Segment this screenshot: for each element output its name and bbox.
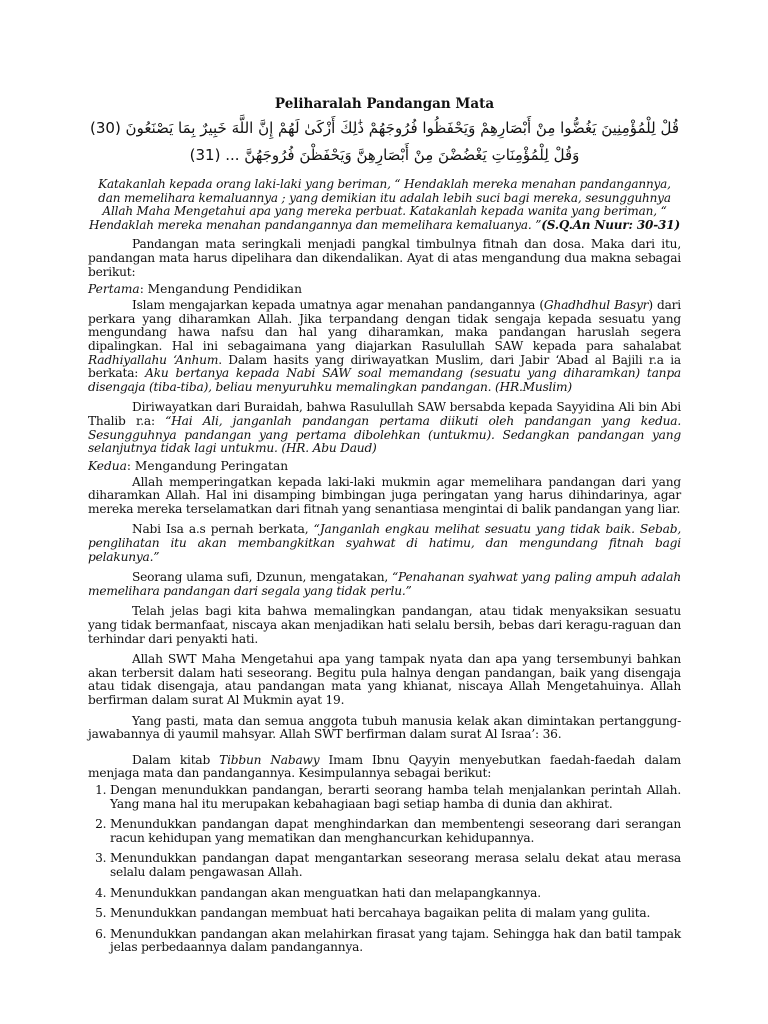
list-item: 1. Dengan menundukkan pandangan, berarti seorang hamba telah menjalankan perintah Allah. Yang mana hal itu merupakan kebahagiaan bagi setiap hamba di dunia dan akhirat. [110,784,681,811]
hadith-quote: “Hai Ali, janganlah pandangan pertama diikuti oleh pandangan yang kedua. Sesungguhnya pandangan yang pertama dibolehkan (untukmu). Sedangkan pandangan yang selanjutnya tidak lagi untukmu. (HR. Abu Daud) [88,413,682,456]
list-item: 5. Menundukkan pandangan membuat hati bercahaya bagaikan pelita di malam yang gulita. [110,907,681,921]
paragraph [88,523,681,564]
section-heading-rest: : Mengandung Peringatan [126,458,289,473]
page-title: Peliharalah Pandangan Mata [274,96,495,112]
verse-translation [88,178,681,232]
arabic-verse: قُلْ لِلْمُؤْمِنِينَ يَغُضُّوا مِنْ أَبْصَارِهِمْ وَيَحْفَظُوا فُرُوجَهُمْ ذَٰلِكَ أَزْكَىٰ لَهُمْ إِنَّ اللَّهَ خَبِيرٌ بِمَا يَصْنَعُونَ (30) وَقُلْ لِلْمُؤْمِنَاتِ يَغْضُضْنَ مِنْ أَبْصَارِهِنَّ وَيَحْفَظْنَ فُرُوجَهُنَّ ... (31) [89,119,679,164]
list-item: 3. Menundukkan pandangan dapat mengantarkan seseorang merasa selalu dekat atau merasa selalu dalam pengawasan Allah. [110,852,681,879]
list-item: 6. Menundukkan pandangan akan melahirkan firasat yang tajam. Sehingga hak dan batil tampak jelas perbedaannya dalam pandangannya. [110,928,681,955]
text-run: Diriwayatkan dari Buraidah, bahwa Rasulullah SAW bersabda kepada Sayyidina Ali bin Abi Thalib r.a: [88,400,681,428]
text-run: Imam Ibnu Qayyin menyebutkan faedah-faedah dalam menjaga mata dan pandangannya. Kesimpulannya sebagai berikut: [88,752,681,781]
text-run: Nabi Isa a.s pernah berkata, [132,522,314,537]
paragraph: Allah SWT Maha Mengetahui apa yang tampak nyata dan apa yang tersembunyi bahkan akan terbersit dalam hati seseorang. Begitu pula halnya dengan pandangan, baik yang disengaja atau tidak disengaja, atau pandangan mata yang khianat, niscaya Allah Mengetahuinya. Allah berfirman dalam surat Al Mukmin ayat 19. [88,652,681,707]
paragraph [88,401,681,455]
text-run: Seorang ulama sufi, Dzunun, mengatakan, [132,570,393,585]
term-italic: Radhiyallahu ‘Anhum [88,352,219,367]
paragraph: Telah jelas bagi kita bahwa memalingkan pandangan, atau tidak menyaksikan sesuatu yang tidak bermanfaat, niscaya akan menjadikan hati selalu bersih, bebas dari keragu-raguan dan terhindar dari penyakti hati. [88,604,681,646]
hadith-quote: Aku bertanya kepada Nabi SAW soal memandang (sesuatu yang diharamkan) tanpa disengaja (tiba-tiba), beliau menyuruhku memalingkan pandangan. (HR.Muslim) [88,366,681,394]
text-run: Dalam kitab [132,752,220,767]
paragraph: Yang pasti, mata dan semua anggota tubuh manusia kelak akan dimintakan pertanggung-jawabannya di yaumil mahsyar. Allah SWT berfirman dalam surat Al Israa’: 36. [88,713,681,742]
translation-text: Katakanlah kepada orang laki-laki yang beriman, “ Hendaklah mereka menahan pandangannya, dan memelihara kemaluannya ; yang demikian itu adalah lebih suci bagi mereka, sesungguhnya Allah Maha Mengetahui apa yang mereka perbuat. Katakanlah kepada wanita yang beriman, “ Hendaklah mereka menahan pandangannya dan memelihara kemaluanya. ” [89,177,671,232]
list-item: 2. Menundukkan pandangan dapat menghindarkan dan membentengi seseorang dari serangan racun kehidupan yang mematikan dan menghancurkan kehidupannya. [110,818,681,845]
term-italic: Tibbun Nabawy [219,752,320,767]
text-run: ) dari perkara yang diharamkan Allah. Jika terpandang dengan tidak sengaja kepada sesuatu yang mengundang hawa nafsu dan hal yang diharamkan, maka pandangan haruslah segera dipalingkan. Hal ini sebagaimana yang diajarkan Rasulullah SAW kepada para sahalabat [88,298,681,353]
quote: “Janganlah engkau melihat sesuatu yang tidak baik. Sebab, penglihatan itu akan membangkitkan syahwat di hatimu, dan mengundang fitnah bagi pelakunya.” [88,522,681,564]
section-heading-lead: Pertama [88,282,140,297]
paragraph [88,299,681,394]
paragraph [88,571,681,598]
text-run: Islam mengajarkan kepada umatnya agar menahan pandangannya ( [132,298,544,313]
list-item: 4. Menundukkan pandangan akan menguatkan hati dan melapangkannya. [110,887,681,901]
intro-paragraph: Pandangan mata seringkali menjadi pangkal timbulnya fitnah dan dosa. Maka dari itu, pandangan mata harus dipelihara dan dikendalikan. Ayat di atas mengandung dua makna sebagai berikut: [88,237,681,279]
section-heading-rest: : Mengandung Pendidikan [139,282,302,297]
quote: “Penahanan syahwat yang paling ampuh adalah memelihara pandangan dari segala yang tidak perlu.” [88,570,681,598]
translation-reference: (S.Q.An Nuur: 30-31) [541,217,680,232]
benefits-list [88,784,681,955]
text-run: . Dalam hasits yang diriwayatkan Muslim, dari Jabir ‘Abad al Bajili r.a ia berkata: [88,352,681,381]
section-heading-pertama [88,282,681,296]
term-italic: Ghadhdhul Basyr [543,298,649,313]
paragraph: Allah memperingatkan kepada laki-laki mukmin agar memelihara pandangan dari yang diharamkan Allah. Hal ini disamping bimbingan juga peringatan yang harus dihindarinya, agar mereka mereka terselamatkan dari fitnah yang senantiasa mengintai di balik pandangan yang liar. [88,474,681,516]
section-heading-lead: Kedua [88,458,127,473]
paragraph [88,754,681,781]
section-heading-kedua [88,459,681,473]
